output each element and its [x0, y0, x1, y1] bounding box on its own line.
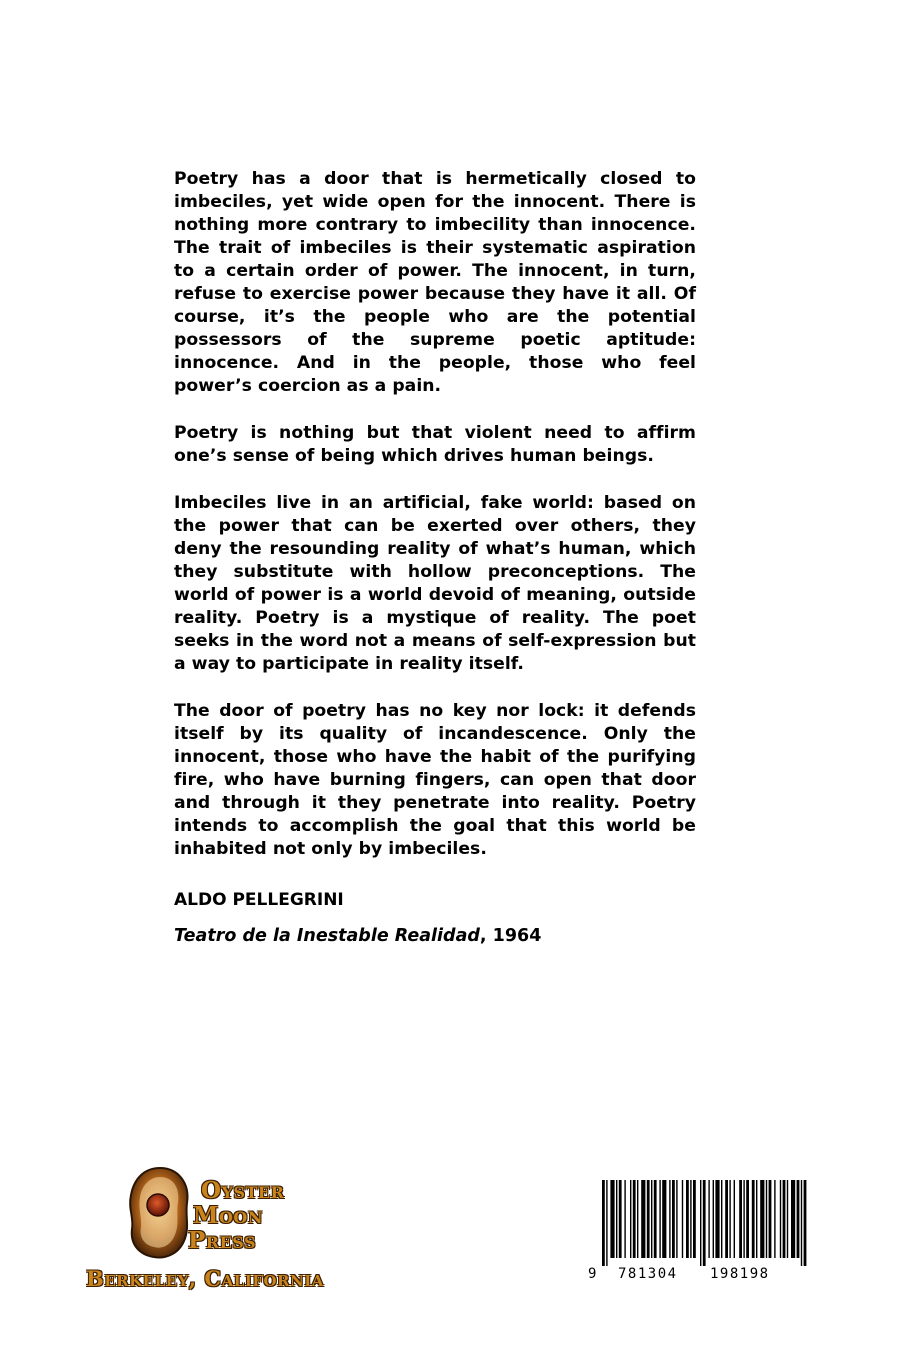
- barcode-bar: [787, 1180, 788, 1258]
- barcode-bar: [669, 1180, 670, 1258]
- barcode-bar: [734, 1180, 735, 1258]
- barcode-bar: [659, 1180, 660, 1258]
- barcode-bar: [637, 1180, 638, 1258]
- barcode-bar: [783, 1180, 786, 1258]
- barcode-bar: [743, 1180, 744, 1258]
- barcode-bar: [746, 1180, 749, 1258]
- publisher-word-oyster: Oyster: [201, 1177, 285, 1204]
- barcode-bar: [651, 1180, 652, 1258]
- source-title: Teatro de la Inestable Realidad: [174, 926, 480, 946]
- barcode-bar: [672, 1180, 675, 1258]
- barcode-bar: [630, 1180, 631, 1258]
- barcode-group-2: 198198: [710, 1266, 770, 1282]
- barcode-bar: [693, 1180, 696, 1258]
- barcode-bar: [708, 1180, 709, 1258]
- barcode-bar: [752, 1180, 755, 1258]
- publisher-logo: [84, 1165, 364, 1295]
- barcode-bar: [703, 1180, 706, 1266]
- author-name: ALDO PELLEGRINI: [174, 890, 344, 910]
- oyster-moon-icon: [124, 1165, 196, 1261]
- source-citation: [174, 925, 696, 947]
- barcode-bar: [769, 1180, 772, 1258]
- isbn-barcode: [582, 1174, 814, 1290]
- barcode-bar: [791, 1180, 795, 1258]
- barcode-bar: [774, 1180, 775, 1258]
- barcode-bar: [647, 1180, 650, 1258]
- barcode-group-1: 781304: [618, 1266, 678, 1282]
- barcode-bar: [610, 1180, 614, 1258]
- barcode-bar: [602, 1180, 605, 1266]
- barcode-bar: [690, 1180, 691, 1258]
- barcode-bar: [682, 1180, 683, 1258]
- publisher-word-press: Press: [188, 1227, 257, 1254]
- barcode-bar: [715, 1180, 719, 1258]
- paragraph-1: Poetry has a door that is hermetically closed to imbeciles, yet wide open for the innocent. There is nothing more contrary to imbecility than innocence. The trait of imbeciles is their systematic aspiration to a certain order of power. The innocent, in turn, refuse to exercise power because they have it all. Of course, it’s the people who are the potential possessors of the supreme poetic aptitude: innocence. And in the people, those who feel power’s coercion as a pain.: [174, 169, 696, 396]
- barcode-bar: [641, 1180, 645, 1258]
- barcode-bar: [676, 1180, 677, 1258]
- barcode-bar: [654, 1180, 657, 1258]
- barcode-bar: [700, 1180, 701, 1266]
- barcode-bar: [804, 1180, 807, 1266]
- barcode-bars: [582, 1174, 814, 1266]
- barcode-bar: [756, 1180, 757, 1258]
- barcode-bar: [606, 1180, 607, 1266]
- barcode-bar: [662, 1180, 666, 1258]
- source-year: , 1964: [479, 926, 542, 946]
- barcode-bar: [780, 1180, 781, 1258]
- barcode-bar: [797, 1180, 800, 1258]
- barcode-bar: [686, 1180, 689, 1258]
- barcode-bar: [624, 1180, 625, 1258]
- barcode-bar: [713, 1180, 714, 1258]
- back-cover-text: [174, 168, 696, 947]
- barcode-bar: [739, 1180, 742, 1258]
- barcode-bar: [801, 1180, 802, 1266]
- barcode-lead-digit: 9: [588, 1266, 598, 1282]
- barcode-bar: [760, 1180, 764, 1258]
- paragraph-4: The door of poetry has no key nor lock: it defends itself by its quality of incandescence. Only the innocent, those who have the habit of the purifying fire, who have burning fingers, can open that door and through it they penetrate into reality. Poetry intends to accomplish the goal that this world be inhabited not only by imbeciles.: [174, 701, 696, 859]
- paragraph-2: Poetry is nothing but that violent need to affirm one’s sense of being which drives human beings.: [174, 423, 696, 466]
- barcode-bar: [721, 1180, 722, 1258]
- barcode-bar: [619, 1180, 622, 1258]
- publisher-city: Berkeley, California: [86, 1266, 324, 1291]
- barcode-bar: [729, 1180, 730, 1258]
- paragraph-3: Imbeciles live in an artificial, fake world: based on the power that can be exerted over others, they deny the resounding reality of what’s human, which they substitute with hollow preconceptions. The world of power is a world devoid of meaning, outside reality. Poetry is a mystique of reality. The poet seeks in the word not a means of self-expression but a way to participate in reality itself.: [174, 493, 696, 674]
- barcode-bar: [633, 1180, 636, 1258]
- barcode-bar: [766, 1180, 767, 1258]
- publisher-word-moon: Moon: [193, 1202, 263, 1229]
- barcode-bar: [616, 1180, 617, 1258]
- barcode-bar: [725, 1180, 728, 1258]
